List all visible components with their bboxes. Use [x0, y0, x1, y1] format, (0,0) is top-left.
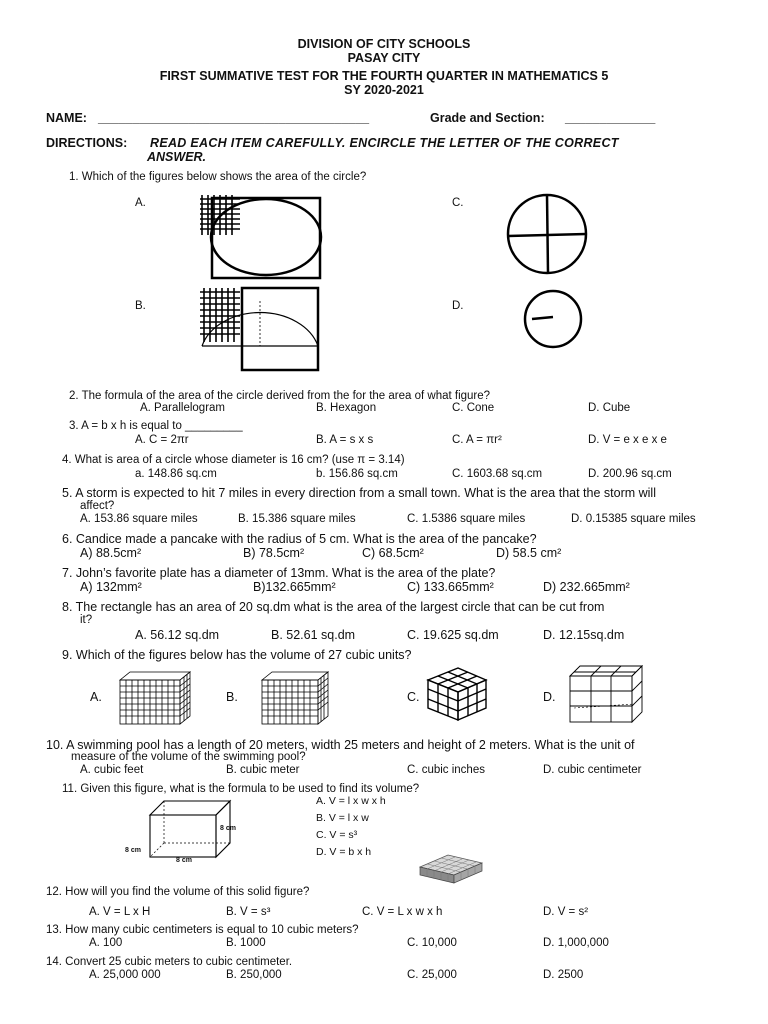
q13-option-a[interactable]: A. 100: [89, 937, 123, 949]
q5-option-d[interactable]: D. 0.15385 square miles: [571, 513, 696, 525]
q12-option-d[interactable]: D. V = s²: [543, 906, 589, 918]
q4-option-b[interactable]: b. 156.86 sq.cm: [316, 468, 398, 480]
q7-option-b[interactable]: B)132.665mm²: [253, 580, 336, 594]
name-blank[interactable]: _______________________________________: [98, 111, 370, 125]
grade-section-blank[interactable]: _____________: [565, 111, 656, 125]
q12-solid-figure: [418, 851, 484, 885]
q1-figure-a: [196, 193, 322, 283]
q10-option-a[interactable]: A. cubic feet: [80, 764, 144, 776]
q3-text: 3. A = b x h is equal to _________: [69, 420, 243, 432]
q14-option-c[interactable]: C. 25,000: [407, 969, 457, 981]
q9-option-a[interactable]: A.: [90, 690, 102, 704]
q10-option-c[interactable]: C. cubic inches: [407, 764, 485, 776]
q8-option-c[interactable]: C. 19.625 sq.dm: [407, 628, 499, 642]
header-school-year: SY 2020-2021: [344, 83, 424, 97]
q10-option-b[interactable]: B. cubic meter: [226, 764, 300, 776]
q9-text: 9. Which of the figures below has the volume of 27 cubic units?: [62, 648, 412, 662]
directions-text-2: ANSWER.: [147, 150, 207, 164]
q4-option-d[interactable]: D. 200.96 sq.cm: [588, 468, 672, 480]
header-city: PASAY CITY: [347, 51, 421, 65]
q1-figure-b: [196, 286, 322, 372]
q5-option-a[interactable]: A. 153.86 square miles: [80, 513, 198, 525]
q11-dim-length: 8 cm: [176, 857, 192, 864]
q11-option-b[interactable]: B. V = l x w: [316, 812, 369, 824]
q6-option-c[interactable]: C) 68.5cm²: [362, 546, 424, 560]
grade-section-label: Grade and Section:: [430, 111, 545, 125]
q9-figure-d: [566, 664, 646, 724]
q3-option-a[interactable]: A. C = 2πr: [135, 434, 189, 446]
q1-figure-d: [523, 290, 585, 350]
q14-option-a[interactable]: A. 25,000 000: [89, 969, 161, 981]
q2-text: 2. The formula of the area of the circle derived from the for the area of what figure?: [69, 390, 491, 402]
q9-figure-a: [118, 670, 192, 726]
q1-text: 1. Which of the figures below shows the area of the circle?: [69, 171, 367, 183]
q4-text: 4. What is area of a circle whose diameter is 16 cm? (use π = 3.14): [62, 454, 405, 466]
q2-option-c[interactable]: C. Cone: [452, 402, 495, 414]
q13-text: 13. How many cubic centimeters is equal to 10 cubic meters?: [46, 924, 359, 936]
q12-option-a[interactable]: A. V = L x H: [89, 906, 151, 918]
q3-option-d[interactable]: D. V = e x e x e: [588, 434, 667, 446]
q10-option-d[interactable]: D. cubic centimeter: [543, 764, 642, 776]
q5-text: 5. A storm is expected to hit 7 miles in every direction from a small town. What is the area that the storm will: [62, 486, 656, 500]
q8-text-2: it?: [80, 614, 93, 626]
directions-label: DIRECTIONS:: [46, 136, 128, 150]
q2-option-b[interactable]: B. Hexagon: [316, 402, 377, 414]
q9-option-b[interactable]: B.: [226, 690, 238, 704]
q11-option-c[interactable]: C. V = s³: [316, 829, 358, 841]
directions-text: READ EACH ITEM CAREFULLY. ENCIRCLE THE LETTER OF THE CORRECT: [150, 136, 619, 150]
header-division: DIVISION OF CITY SCHOOLS: [297, 37, 471, 51]
q5-option-c[interactable]: C. 1.5386 square miles: [407, 513, 526, 525]
q3-option-b[interactable]: B. A = s x s: [316, 434, 374, 446]
q7-option-a[interactable]: A) 132mm²: [80, 580, 142, 594]
q1-option-a[interactable]: A.: [135, 197, 146, 209]
q12-text: 12. How will you find the volume of this solid figure?: [46, 886, 310, 898]
q11-dim-height: 8 cm: [220, 825, 236, 832]
q1-option-c[interactable]: C.: [452, 197, 464, 209]
q9-figure-b: [260, 670, 332, 726]
q8-option-a[interactable]: A. 56.12 sq.dm: [135, 628, 220, 642]
q9-option-c[interactable]: C.: [407, 690, 420, 704]
q1-option-b[interactable]: B.: [135, 300, 146, 312]
q6-option-d[interactable]: D) 58.5 cm²: [496, 546, 562, 560]
q8-option-d[interactable]: D. 12.15sq.dm: [543, 628, 625, 642]
q3-option-c[interactable]: C. A = πr²: [452, 434, 502, 446]
q7-text: 7. John’s favorite plate has a diameter of 13mm. What is the area of the plate?: [62, 566, 496, 580]
header-test-title: FIRST SUMMATIVE TEST FOR THE FOURTH QUARTER IN MATHEMATICS 5: [159, 69, 609, 83]
q5-text-2: affect?: [80, 500, 115, 512]
q6-option-b[interactable]: B) 78.5cm²: [243, 546, 305, 560]
q2-option-a[interactable]: A. Parallelogram: [140, 402, 226, 414]
q13-option-c[interactable]: C. 10,000: [407, 937, 457, 949]
q13-option-d[interactable]: D. 1,000,000: [543, 937, 609, 949]
q1-figure-c: [506, 193, 588, 275]
q11-text: 11. Given this figure, what is the formula to be used to find its volume?: [62, 783, 420, 795]
q13-option-b[interactable]: B. 1000: [226, 937, 266, 949]
q5-option-b[interactable]: B. 15.386 square miles: [238, 513, 356, 525]
q8-text: 8. The rectangle has an area of 20 sq.dm what is the area of the largest circle that can be cut from: [62, 600, 605, 614]
q1-option-d[interactable]: D.: [452, 300, 464, 312]
q10-text: 10. A swimming pool has a length of 20 meters, width 25 meters and height of 2 meters. What is the unit of: [46, 738, 635, 752]
q14-option-d[interactable]: D. 2500: [543, 969, 584, 981]
name-label: NAME:: [46, 111, 87, 125]
q12-option-c[interactable]: C. V = L x w x h: [362, 906, 443, 918]
q7-option-c[interactable]: C) 133.665mm²: [407, 580, 494, 594]
q6-text: 6. Candice made a pancake with the radius of 5 cm. What is the area of the pancake?: [62, 532, 537, 546]
q8-option-b[interactable]: B. 52.61 sq.dm: [271, 628, 356, 642]
q11-option-d[interactable]: D. V = b x h: [316, 846, 372, 858]
q9-figure-c: [424, 666, 490, 722]
q2-option-d[interactable]: D. Cube: [588, 402, 631, 414]
q14-option-b[interactable]: B. 250,000: [226, 969, 282, 981]
q14-text: 14. Convert 25 cubic meters to cubic centimeter.: [46, 956, 293, 968]
q6-option-a[interactable]: A) 88.5cm²: [80, 546, 142, 560]
q4-option-c[interactable]: C. 1603.68 sq.cm: [452, 468, 543, 480]
q4-option-a[interactable]: a. 148.86 sq.cm: [135, 468, 217, 480]
q7-option-d[interactable]: D) 232.665mm²: [543, 580, 630, 594]
q12-option-b[interactable]: B. V = s³: [226, 906, 271, 918]
q10-text-2: measure of the volume of the swimming pool?: [71, 751, 306, 763]
q11-option-a[interactable]: A. V = l x w x h: [316, 795, 386, 807]
q11-dim-width: 8 cm: [125, 847, 141, 854]
q9-option-d[interactable]: D.: [543, 690, 556, 704]
